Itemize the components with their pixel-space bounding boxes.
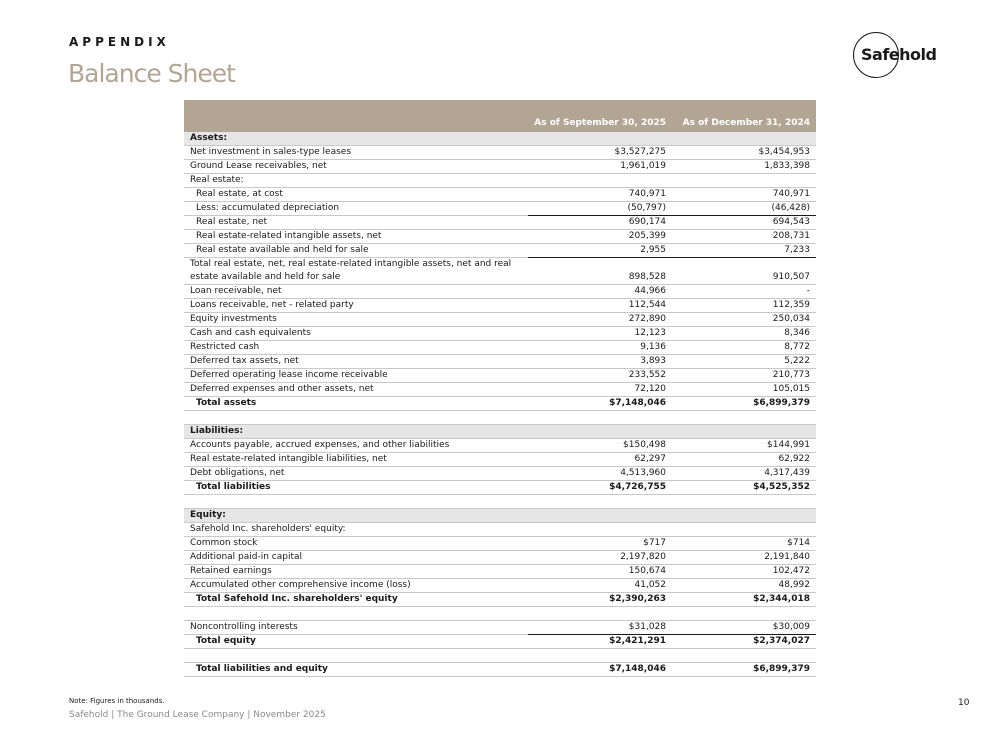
row-label: Safehold Inc. shareholders' equity:	[184, 523, 528, 537]
row-label: Deferred operating lease income receivable	[184, 369, 528, 383]
row-label: Additional paid-in capital	[184, 551, 528, 565]
row-label: Common stock	[184, 537, 528, 551]
value-sep-2025: $4,726,755	[528, 481, 672, 495]
value-dec-2024	[672, 174, 816, 188]
value-dec-2024	[672, 509, 816, 523]
table-row	[184, 174, 816, 188]
value-dec-2024: $2,344,018	[672, 593, 816, 607]
value-sep-2025: 272,890	[528, 313, 672, 327]
value-dec-2024: $144,991	[672, 439, 816, 453]
value-sep-2025: (50,797)	[528, 202, 672, 216]
value-sep-2025: $7,148,046	[528, 663, 672, 677]
table-row	[184, 230, 816, 244]
table-row	[184, 453, 816, 467]
table-row	[184, 355, 816, 369]
value-dec-2024: 250,034	[672, 313, 816, 327]
value-sep-2025: 898,528	[528, 258, 672, 285]
table-row	[184, 160, 816, 174]
row-label: Real estate, at cost	[184, 188, 528, 202]
row-label: Restricted cash	[184, 341, 528, 355]
spacer-row	[184, 607, 816, 621]
value-sep-2025: 112,544	[528, 299, 672, 313]
row-label: Retained earnings	[184, 565, 528, 579]
table-row	[184, 146, 816, 160]
row-label: Cash and cash equivalents	[184, 327, 528, 341]
value-sep-2025	[528, 425, 672, 439]
value-sep-2025: 2,955	[528, 244, 672, 258]
table-row	[184, 341, 816, 355]
value-dec-2024: 740,971	[672, 188, 816, 202]
value-sep-2025: 1,961,019	[528, 160, 672, 174]
table-row	[184, 299, 816, 313]
value-dec-2024: $30,009	[672, 621, 816, 635]
value-sep-2025	[528, 649, 672, 663]
row-label: Noncontrolling interests	[184, 621, 528, 635]
row-label: Loan receivable, net	[184, 285, 528, 299]
spacer-row	[184, 495, 816, 509]
row-label: Real estate-related intangible liabilities, net	[184, 453, 528, 467]
value-sep-2025: 62,297	[528, 453, 672, 467]
table-row	[184, 565, 816, 579]
value-dec-2024: -	[672, 285, 816, 299]
value-dec-2024: (46,428)	[672, 202, 816, 216]
total-row	[184, 593, 816, 607]
value-dec-2024: 4,317,439	[672, 467, 816, 481]
column-header: As of September 30, 2025	[528, 100, 672, 132]
value-dec-2024: $6,899,379	[672, 663, 816, 677]
value-sep-2025: 12,123	[528, 327, 672, 341]
value-dec-2024: 62,922	[672, 453, 816, 467]
value-dec-2024: 1,833,398	[672, 160, 816, 174]
value-dec-2024: 210,773	[672, 369, 816, 383]
row-label: Loans receivable, net - related party	[184, 299, 528, 313]
row-label	[184, 649, 528, 663]
page-number: 10	[958, 698, 970, 708]
value-dec-2024	[672, 495, 816, 509]
value-sep-2025: 3,893	[528, 355, 672, 369]
value-sep-2025: $717	[528, 537, 672, 551]
value-dec-2024: 694,543	[672, 216, 816, 230]
table-row	[184, 621, 816, 635]
table-row	[184, 244, 816, 258]
row-label: Assets:	[184, 132, 528, 146]
row-label	[184, 607, 528, 621]
value-sep-2025: $31,028	[528, 621, 672, 635]
spacer-row	[184, 411, 816, 425]
total-row	[184, 663, 816, 677]
value-sep-2025	[528, 509, 672, 523]
table-row	[184, 383, 816, 397]
row-label: Total liabilities	[184, 481, 528, 495]
table-row	[184, 551, 816, 565]
column-header	[184, 100, 528, 132]
value-dec-2024: 8,772	[672, 341, 816, 355]
row-label: Total real estate, net, real estate-related intangible assets, net and real estate available and held for sale	[184, 258, 528, 285]
row-label: Deferred expenses and other assets, net	[184, 383, 528, 397]
value-dec-2024	[672, 411, 816, 425]
value-sep-2025: 41,052	[528, 579, 672, 593]
value-dec-2024: $6,899,379	[672, 397, 816, 411]
row-label	[184, 495, 528, 509]
value-sep-2025: 205,399	[528, 230, 672, 244]
value-sep-2025: $7,148,046	[528, 397, 672, 411]
section-row	[184, 425, 816, 439]
table-body	[184, 132, 816, 677]
value-sep-2025: $2,421,291	[528, 635, 672, 649]
value-dec-2024: 7,233	[672, 244, 816, 258]
value-sep-2025: 9,136	[528, 341, 672, 355]
footer-text: Safehold | The Ground Lease Company | November 2025	[69, 710, 326, 720]
value-dec-2024: $4,525,352	[672, 481, 816, 495]
row-label: Real estate:	[184, 174, 528, 188]
row-label: Accumulated other comprehensive income (loss)	[184, 579, 528, 593]
total-row	[184, 635, 816, 649]
section-row	[184, 509, 816, 523]
footnote: Note: Figures in thousands.	[69, 697, 165, 705]
value-sep-2025	[528, 607, 672, 621]
row-label: Total liabilities and equity	[184, 663, 528, 677]
table-row	[184, 523, 816, 537]
value-dec-2024: 48,992	[672, 579, 816, 593]
value-dec-2024: 112,359	[672, 299, 816, 313]
value-sep-2025: $3,527,275	[528, 146, 672, 160]
value-sep-2025	[528, 174, 672, 188]
table-row	[184, 369, 816, 383]
value-dec-2024	[672, 607, 816, 621]
balance-sheet-table	[184, 100, 816, 677]
table-row	[184, 467, 816, 481]
column-header: As of December 31, 2024	[672, 100, 816, 132]
row-label: Real estate, net	[184, 216, 528, 230]
value-dec-2024: 8,346	[672, 327, 816, 341]
table-row	[184, 537, 816, 551]
value-dec-2024	[672, 425, 816, 439]
table-row	[184, 313, 816, 327]
value-sep-2025: 72,120	[528, 383, 672, 397]
value-dec-2024: 208,731	[672, 230, 816, 244]
row-label: Net investment in sales-type leases	[184, 146, 528, 160]
section-row	[184, 132, 816, 146]
value-sep-2025: $2,390,263	[528, 593, 672, 607]
table-row	[184, 216, 816, 230]
value-sep-2025: 4,513,960	[528, 467, 672, 481]
spacer-row	[184, 649, 816, 663]
row-label: Debt obligations, net	[184, 467, 528, 481]
value-sep-2025	[528, 132, 672, 146]
page-title: Balance Sheet	[68, 59, 235, 88]
value-dec-2024: $2,374,027	[672, 635, 816, 649]
value-dec-2024: 2,191,840	[672, 551, 816, 565]
row-label: Real estate-related intangible assets, net	[184, 230, 528, 244]
table-header-row	[184, 100, 816, 132]
row-label: Total assets	[184, 397, 528, 411]
value-dec-2024: 102,472	[672, 565, 816, 579]
table-row	[184, 327, 816, 341]
row-label: Deferred tax assets, net	[184, 355, 528, 369]
value-sep-2025	[528, 411, 672, 425]
value-sep-2025: 690,174	[528, 216, 672, 230]
row-label: Liabilities:	[184, 425, 528, 439]
value-sep-2025: 740,971	[528, 188, 672, 202]
value-dec-2024: 105,015	[672, 383, 816, 397]
table-row	[184, 202, 816, 216]
row-label: Equity:	[184, 509, 528, 523]
value-sep-2025	[528, 523, 672, 537]
total-row	[184, 397, 816, 411]
table-row	[184, 188, 816, 202]
value-sep-2025: 233,552	[528, 369, 672, 383]
value-sep-2025	[528, 495, 672, 509]
value-dec-2024: 910,507	[672, 258, 816, 285]
row-label: Total Safehold Inc. shareholders' equity	[184, 593, 528, 607]
value-sep-2025: $150,498	[528, 439, 672, 453]
value-sep-2025: 150,674	[528, 565, 672, 579]
value-dec-2024	[672, 523, 816, 537]
safehold-logo	[853, 32, 937, 82]
table-row	[184, 579, 816, 593]
logo-text: Safehold	[861, 45, 937, 64]
value-dec-2024	[672, 132, 816, 146]
value-sep-2025: 44,966	[528, 285, 672, 299]
value-dec-2024: $714	[672, 537, 816, 551]
row-label: Real estate available and held for sale	[184, 244, 528, 258]
section-eyebrow: APPENDIX	[69, 35, 170, 49]
row-label: Less: accumulated depreciation	[184, 202, 528, 216]
row-label: Ground Lease receivables, net	[184, 160, 528, 174]
table-row	[184, 439, 816, 453]
row-label	[184, 411, 528, 425]
row-label: Accounts payable, accrued expenses, and other liabilities	[184, 439, 528, 453]
value-sep-2025: 2,197,820	[528, 551, 672, 565]
table-row	[184, 285, 816, 299]
table-row	[184, 258, 816, 285]
row-label: Equity investments	[184, 313, 528, 327]
value-dec-2024: $3,454,953	[672, 146, 816, 160]
value-dec-2024	[672, 649, 816, 663]
value-dec-2024: 5,222	[672, 355, 816, 369]
row-label: Total equity	[184, 635, 528, 649]
total-row	[184, 481, 816, 495]
